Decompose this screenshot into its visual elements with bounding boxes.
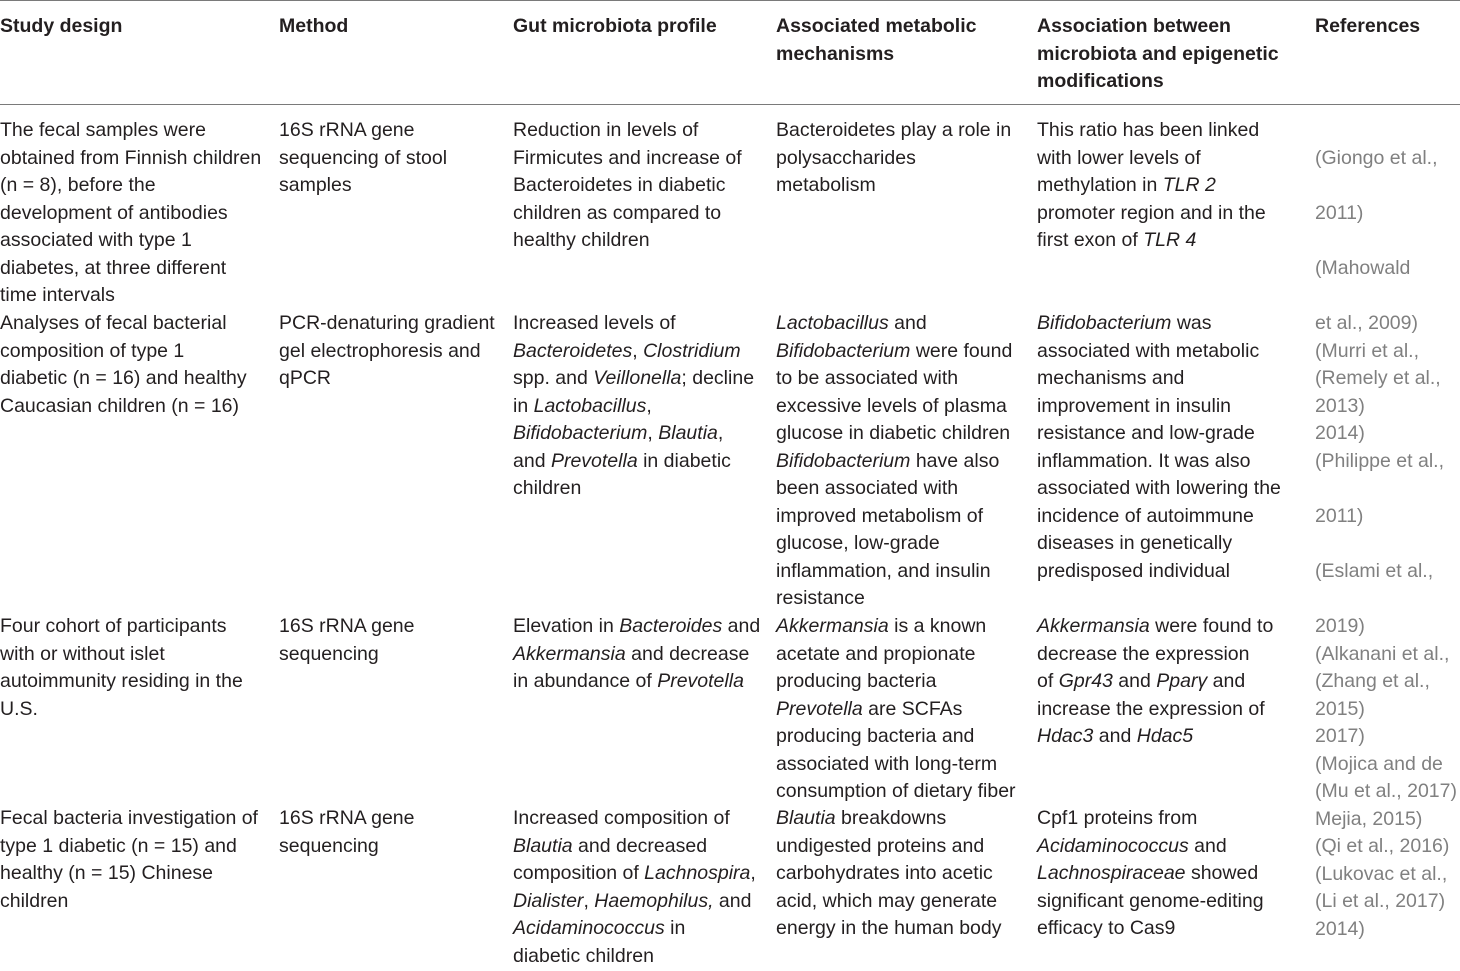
header-association-microbiota-epigenetic: Association between microbiota and epigenetic modifications <box>1037 15 1279 92</box>
header-references: References <box>1315 15 1421 37</box>
reference-link[interactable]: (Philippe et al., <box>1315 449 1444 472</box>
reference-link[interactable]: (Qi et al., 2016) <box>1315 834 1450 857</box>
row2-study-design: Analyses of fecal bacterial composition of type 1 diabetic (n = 16) and healthy Caucasian children (n = 16) <box>0 312 247 417</box>
reference-link[interactable]: (Mojica and de <box>1315 752 1443 775</box>
row4-epigenetic: Cpf1 proteins from Acidaminococcus and Lachnospiraceae showed significant genome-editing efficacy to Cas9 <box>1037 807 1264 939</box>
row4-method: 16S rRNA gene sequencing <box>279 807 415 857</box>
row1-study-design: The fecal samples were obtained from Finnish children (n = 8), before the development of antibodies associated with type 1 diabetes, at three different time intervals <box>0 119 262 306</box>
row3-mechanisms: Akkermansia is a known acetate and propionate producing bacteria Prevotella are SCFAs producing bacteria and associated with long-term consumption of dietary fiber <box>776 615 1016 802</box>
reference-link[interactable]: 2011) <box>1315 201 1364 224</box>
header-rule <box>0 104 1460 105</box>
reference-link[interactable]: (Mu et al., 2017) <box>1315 779 1457 802</box>
top-rule <box>0 0 1460 1</box>
reference-link[interactable]: 2015) <box>1315 697 1365 720</box>
header-associated-metabolic-mechanisms: Associated metabolic mechanisms <box>776 15 977 65</box>
reference-link[interactable]: (Remely et al., <box>1315 366 1441 389</box>
header-method: Method <box>279 15 349 37</box>
reference-link[interactable]: Mejia, 2015) <box>1315 807 1423 830</box>
row3-study-design: Four cohort of participants with or without islet autoimmunity residing in the U.S. <box>0 615 243 720</box>
row1-epigenetic: This ratio has been linked with lower levels of methylation in TLR 2 promoter region and in the first exon of TLR 4 <box>1037 119 1266 251</box>
reference-link[interactable]: 2011) <box>1315 504 1364 527</box>
reference-link[interactable]: (Lukovac et al., <box>1315 862 1448 885</box>
reference-link[interactable]: 2017) <box>1315 724 1365 747</box>
reference-link[interactable]: 2013) <box>1315 394 1365 417</box>
reference-link[interactable]: 2014) <box>1315 917 1365 940</box>
header-study-design: Study design <box>0 15 123 37</box>
reference-link[interactable]: (Eslami et al., <box>1315 559 1434 582</box>
header-gut-microbiota-profile: Gut microbiota profile <box>513 15 717 37</box>
row3-epigenetic: Akkermansia were found to decrease the expression of Gpr43 and Pparγ and increase the expression of Hdac3 and Hdac5 <box>1037 615 1274 747</box>
reference-link[interactable]: (Giongo et al., <box>1315 146 1438 169</box>
row4-study-design: Fecal bacteria investigation of type 1 diabetic (n = 15) and healthy (n = 15) Chinese children <box>0 807 258 912</box>
reference-link[interactable]: 2019) <box>1315 614 1365 637</box>
reference-link[interactable]: (Zhang et al., <box>1315 669 1430 692</box>
row4-profile: Increased composition of Blautia and decreased composition of Lachnospira, Dialister, Haemophilus, and Acidaminococcus in diabetic children <box>513 807 756 967</box>
reference-link[interactable]: 2014) <box>1315 421 1365 444</box>
reference-link[interactable]: (Li et al., 2017) <box>1315 889 1446 912</box>
row1-mechanisms: Bacteroidetes play a role in polysaccharides metabolism <box>776 119 1012 196</box>
row4-references <box>1315 805 1460 943</box>
row1-method: 16S rRNA gene sequencing of stool samples <box>279 119 448 196</box>
row2-method: PCR-denaturing gradient gel electrophoresis and qPCR <box>279 312 495 389</box>
row3-method: 16S rRNA gene sequencing <box>279 615 415 665</box>
reference-link[interactable]: (Mahowald <box>1315 256 1411 279</box>
row4-mechanisms: Blautia breakdowns undigested proteins and carbohydrates into acetic acid, which may generate energy in the human body <box>776 807 1002 939</box>
reference-link[interactable]: (Murri et al., <box>1315 339 1420 362</box>
reference-link[interactable]: (Alkanani et al., <box>1315 642 1450 665</box>
row2-mechanisms: Lactobacillus and Bifidobacterium were found to be associated with excessive levels of plasma glucose in diabetic children Bifidobacterium have also been associated with improved metabolism of glucose, low-grade inflammation, and insulin resistance <box>776 312 1013 609</box>
row2-epigenetic: Bifidobacterium was associated with metabolic mechanisms and improvement in insulin resistance and low-grade inflammation. It was also associated with lowering the incidence of autoimmune diseases in genetically predisposed individual <box>1037 312 1281 582</box>
reference-link[interactable]: et al., 2009) <box>1315 311 1418 334</box>
row1-profile: Reduction in levels of Firmicutes and increase of Bacteroidetes in diabetic children as compared to healthy children <box>513 119 742 251</box>
row3-profile: Elevation in Bacteroides and Akkermansia and decrease in abundance of Prevotella <box>513 615 761 692</box>
row2-profile: Increased levels of Bacteroidetes, Clostridium spp. and Veillonella; decline in Lactobacillus, Bifidobacterium, Blautia, and Prevotella in diabetic children <box>513 312 755 499</box>
